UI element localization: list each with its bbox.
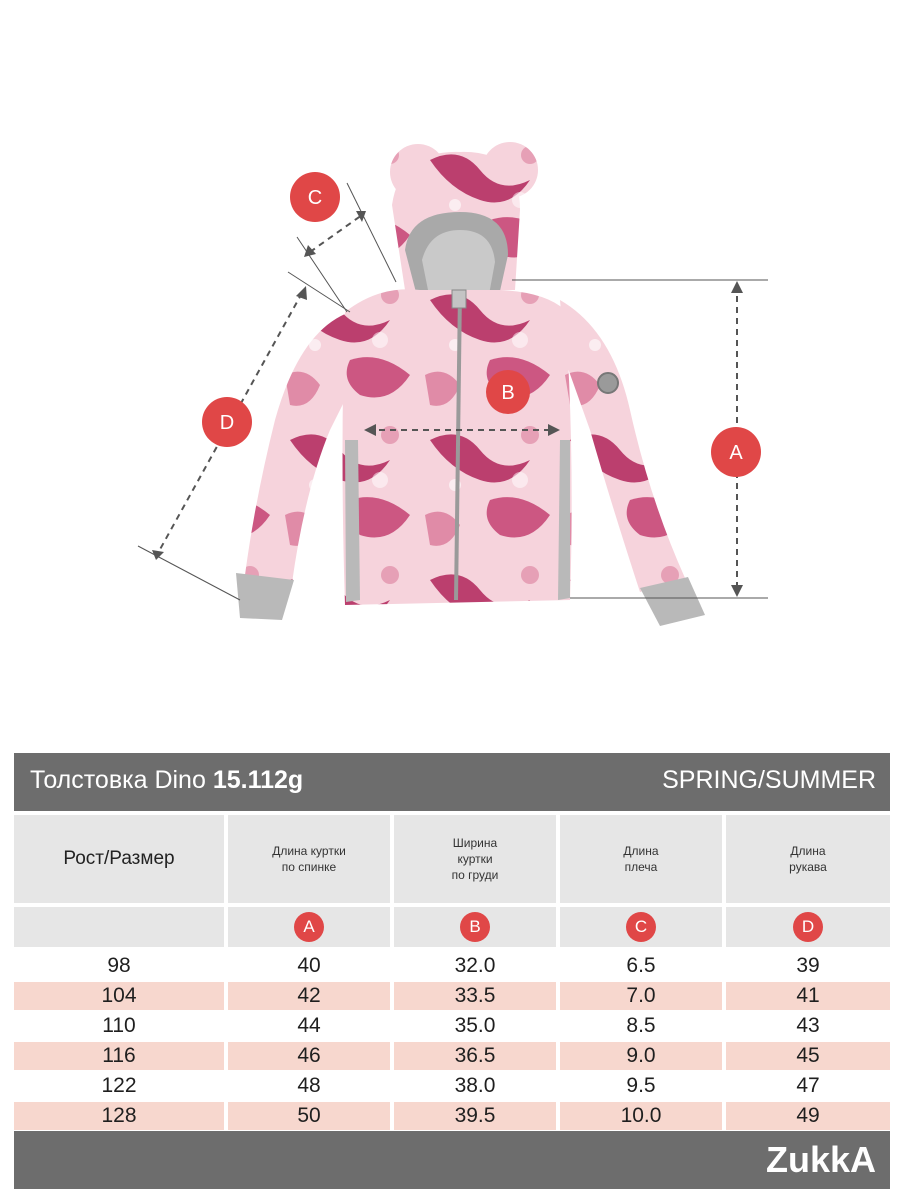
cell-d: 41 bbox=[726, 982, 890, 1010]
cell-d: 45 bbox=[726, 1042, 890, 1070]
badge-cell-empty bbox=[14, 907, 224, 947]
cell-a: 46 bbox=[228, 1042, 390, 1070]
cell-a: 44 bbox=[297, 1014, 321, 1037]
svg-text:C: C bbox=[307, 187, 323, 209]
brand-logo: ZukkA bbox=[765, 1139, 876, 1180]
cell-d: 49 bbox=[726, 1102, 890, 1130]
marker-a bbox=[711, 427, 761, 477]
table-row bbox=[0, 1012, 900, 1040]
svg-text:B: B bbox=[501, 382, 515, 404]
marker-c bbox=[290, 172, 340, 222]
svg-text:D: D bbox=[219, 412, 235, 434]
header-size-label: Рост/Размер bbox=[63, 848, 175, 869]
header-shoulder-length-label: Длина плеча bbox=[623, 844, 659, 874]
left-cuff bbox=[236, 573, 294, 620]
cell-a: 40 bbox=[297, 954, 321, 977]
season-label: SPRING/SUMMER bbox=[662, 766, 876, 794]
cell-b: 39.5 bbox=[394, 1102, 556, 1130]
cell-a: 50 bbox=[228, 1102, 390, 1130]
header-chest-width-label: Ширина куртки по груди bbox=[451, 836, 499, 882]
header-sleeve-length-label: Длина рукава bbox=[789, 844, 827, 874]
logo-patch bbox=[598, 373, 618, 393]
cell-a: 42 bbox=[228, 982, 390, 1010]
product-title bbox=[30, 766, 303, 795]
table-row bbox=[0, 1042, 900, 1070]
cell-size: 110 bbox=[102, 1014, 136, 1037]
cell-size: 128 bbox=[14, 1102, 224, 1130]
cell-c: 6.5 bbox=[626, 954, 656, 977]
svg-text:A: A bbox=[729, 442, 743, 464]
header-chest-width bbox=[394, 815, 556, 903]
cell-size: 116 bbox=[14, 1042, 224, 1070]
badge-cell-c bbox=[560, 907, 722, 947]
header-back-length-label: Длина куртки по спинке bbox=[272, 844, 346, 874]
cell-size: 122 bbox=[101, 1074, 137, 1097]
product-code: 15.112g bbox=[212, 766, 304, 794]
left-sleeve bbox=[245, 312, 355, 583]
cell-size: 104 bbox=[14, 982, 224, 1010]
cell-c: 8.5 bbox=[626, 1014, 656, 1037]
badge-cell-a bbox=[228, 907, 390, 947]
cell-size: 98 bbox=[107, 954, 131, 977]
header-sleeve-length bbox=[726, 815, 890, 903]
badge-c: C bbox=[626, 912, 656, 942]
cell-b: 36.5 bbox=[394, 1042, 556, 1070]
badge-cell-d bbox=[726, 907, 890, 947]
product-name: Толстовка Dino bbox=[30, 766, 206, 794]
table-row bbox=[0, 982, 900, 1010]
marker-b bbox=[486, 370, 530, 414]
cell-b: 32.0 bbox=[454, 954, 496, 977]
cell-c: 10.0 bbox=[560, 1102, 722, 1130]
table-row bbox=[0, 952, 900, 980]
cell-d: 47 bbox=[796, 1074, 820, 1097]
cell-c: 9.0 bbox=[560, 1042, 722, 1070]
cell-d: 39 bbox=[796, 954, 820, 977]
cell-b: 33.5 bbox=[394, 982, 556, 1010]
cell-a: 48 bbox=[297, 1074, 321, 1097]
table-title-bar bbox=[14, 753, 890, 811]
cell-b: 35.0 bbox=[454, 1014, 496, 1037]
badge-b: B bbox=[460, 912, 490, 942]
cell-c: 9.5 bbox=[626, 1074, 656, 1097]
header-back-length bbox=[228, 815, 390, 903]
table-row bbox=[0, 1072, 900, 1100]
cell-b: 38.0 bbox=[454, 1074, 496, 1097]
table-row bbox=[0, 1102, 900, 1130]
marker-d bbox=[202, 397, 252, 447]
cell-d: 43 bbox=[796, 1014, 820, 1037]
badge-a: A bbox=[294, 912, 324, 942]
header-shoulder-length bbox=[560, 815, 722, 903]
badge-d: D bbox=[793, 912, 823, 942]
cell-c: 7.0 bbox=[560, 982, 722, 1010]
right-sleeve bbox=[560, 300, 685, 592]
badge-cell-b bbox=[394, 907, 556, 947]
footer-bar bbox=[14, 1131, 890, 1189]
header-size bbox=[14, 815, 224, 903]
